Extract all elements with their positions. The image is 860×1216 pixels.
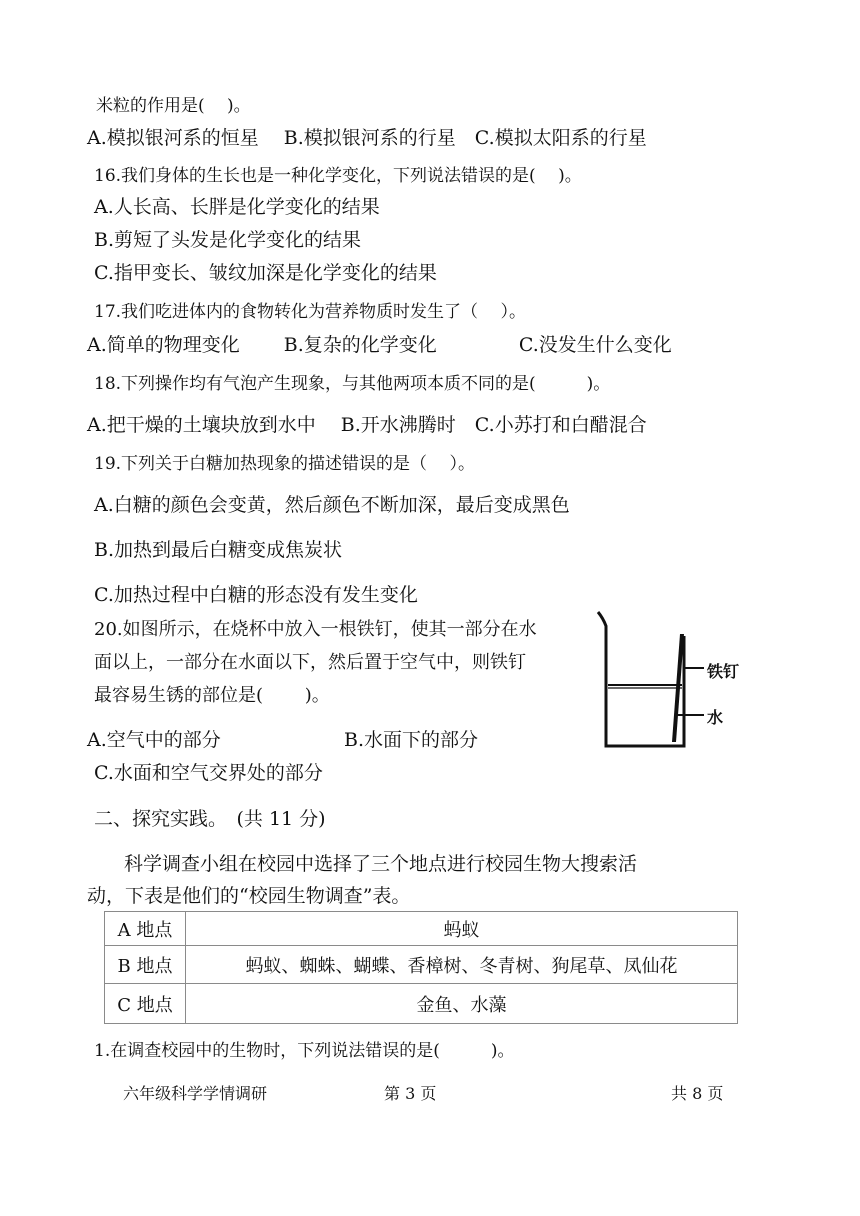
- table-cell-organisms: 金鱼、水藻: [186, 984, 738, 1024]
- campus-organism-survey-table: [104, 911, 738, 1024]
- table-cell-place: C 地点: [105, 984, 186, 1024]
- question-19-option-b: B.加热到最后白糖变成焦炭状: [94, 539, 343, 561]
- question-20-stem-line-3: 最容易生锈的部位是( )。: [94, 685, 330, 706]
- label-water: 水: [707, 708, 724, 727]
- question-19-stem: 19.下列关于白糖加热现象的描述错误的是（ ）。: [94, 454, 475, 474]
- question-19-option-c: C.加热过程中白糖的形态没有发生变化: [94, 584, 418, 606]
- question-16-option-c: C.指甲变长、皱纹加深是化学变化的结果: [94, 262, 437, 284]
- question-20-option-a: A.空气中的部分: [87, 729, 221, 751]
- table-row: [105, 912, 738, 946]
- beaker-outline: [598, 612, 684, 746]
- table-cell-organisms: 蚂蚁: [186, 912, 738, 946]
- question-16-option-b: B.剪短了头发是化学变化的结果: [94, 229, 362, 251]
- section-2-heading: 二、探究实践。 (共 11 分): [94, 808, 326, 830]
- footer-page-number: 第 3 页: [384, 1084, 437, 1103]
- footer-left: 六年级科学学情调研: [123, 1084, 268, 1103]
- question-15-options: A.模拟银河系的恒星 B.模拟银河系的行星 C.模拟太阳系的行星: [87, 127, 647, 149]
- footer-total-pages: 共 8 页: [671, 1084, 724, 1103]
- question-17-stem: 17.我们吃进体内的食物转化为营养物质时发生了（ ）。: [94, 302, 526, 322]
- question-18-stem: 18.下列操作均有气泡产生现象，与其他两项本质不同的是( )。: [94, 374, 611, 394]
- table-cell-organisms: 蚂蚁、蜘蛛、蝴蝶、香樟树、冬青树、狗尾草、凤仙花: [186, 946, 738, 984]
- survey-intro-line-2: 动，下表是他们的“校园生物调查”表。: [87, 885, 411, 907]
- survey-intro-line-1: 科学调查小组在校园中选择了三个地点进行校园生物大搜索活: [124, 853, 638, 875]
- label-iron-nail: 铁钉: [707, 662, 740, 681]
- question-16-stem: 16.我们身体的生长也是一种化学变化，下列说法错误的是( )。: [94, 166, 582, 186]
- table-row: [105, 946, 738, 984]
- table-row: [105, 984, 738, 1024]
- question-15-tail: 米粒的作用是( )。: [96, 96, 251, 116]
- question-17-options: A.简单的物理变化 B.复杂的化学变化 C.没发生什么变化: [87, 334, 672, 356]
- question-16-option-a: A.人长高、长胖是化学变化的结果: [94, 196, 380, 218]
- question-19-option-a: A.白糖的颜色会变黄，然后颜色不断加深，最后变成黑色: [94, 494, 570, 516]
- subquestion-1-stem: 1.在调查校园中的生物时，下列说法错误的是( )。: [94, 1041, 515, 1061]
- table-cell-place: A 地点: [105, 912, 186, 946]
- question-18-options: A.把干燥的土壤块放到水中 B.开水沸腾时 C.小苏打和白醋混合: [87, 414, 647, 436]
- table-cell-place: B 地点: [105, 946, 186, 984]
- question-20-option-c: C.水面和空气交界处的部分: [94, 762, 323, 784]
- question-20-stem-line-1: 20.如图所示，在烧杯中放入一根铁钉，使其一部分在水: [94, 619, 537, 640]
- question-20-option-b: B.水面下的部分: [344, 729, 479, 751]
- question-20-stem-line-2: 面以上，一部分在水面以下，然后置于空气中，则铁钉: [94, 652, 526, 673]
